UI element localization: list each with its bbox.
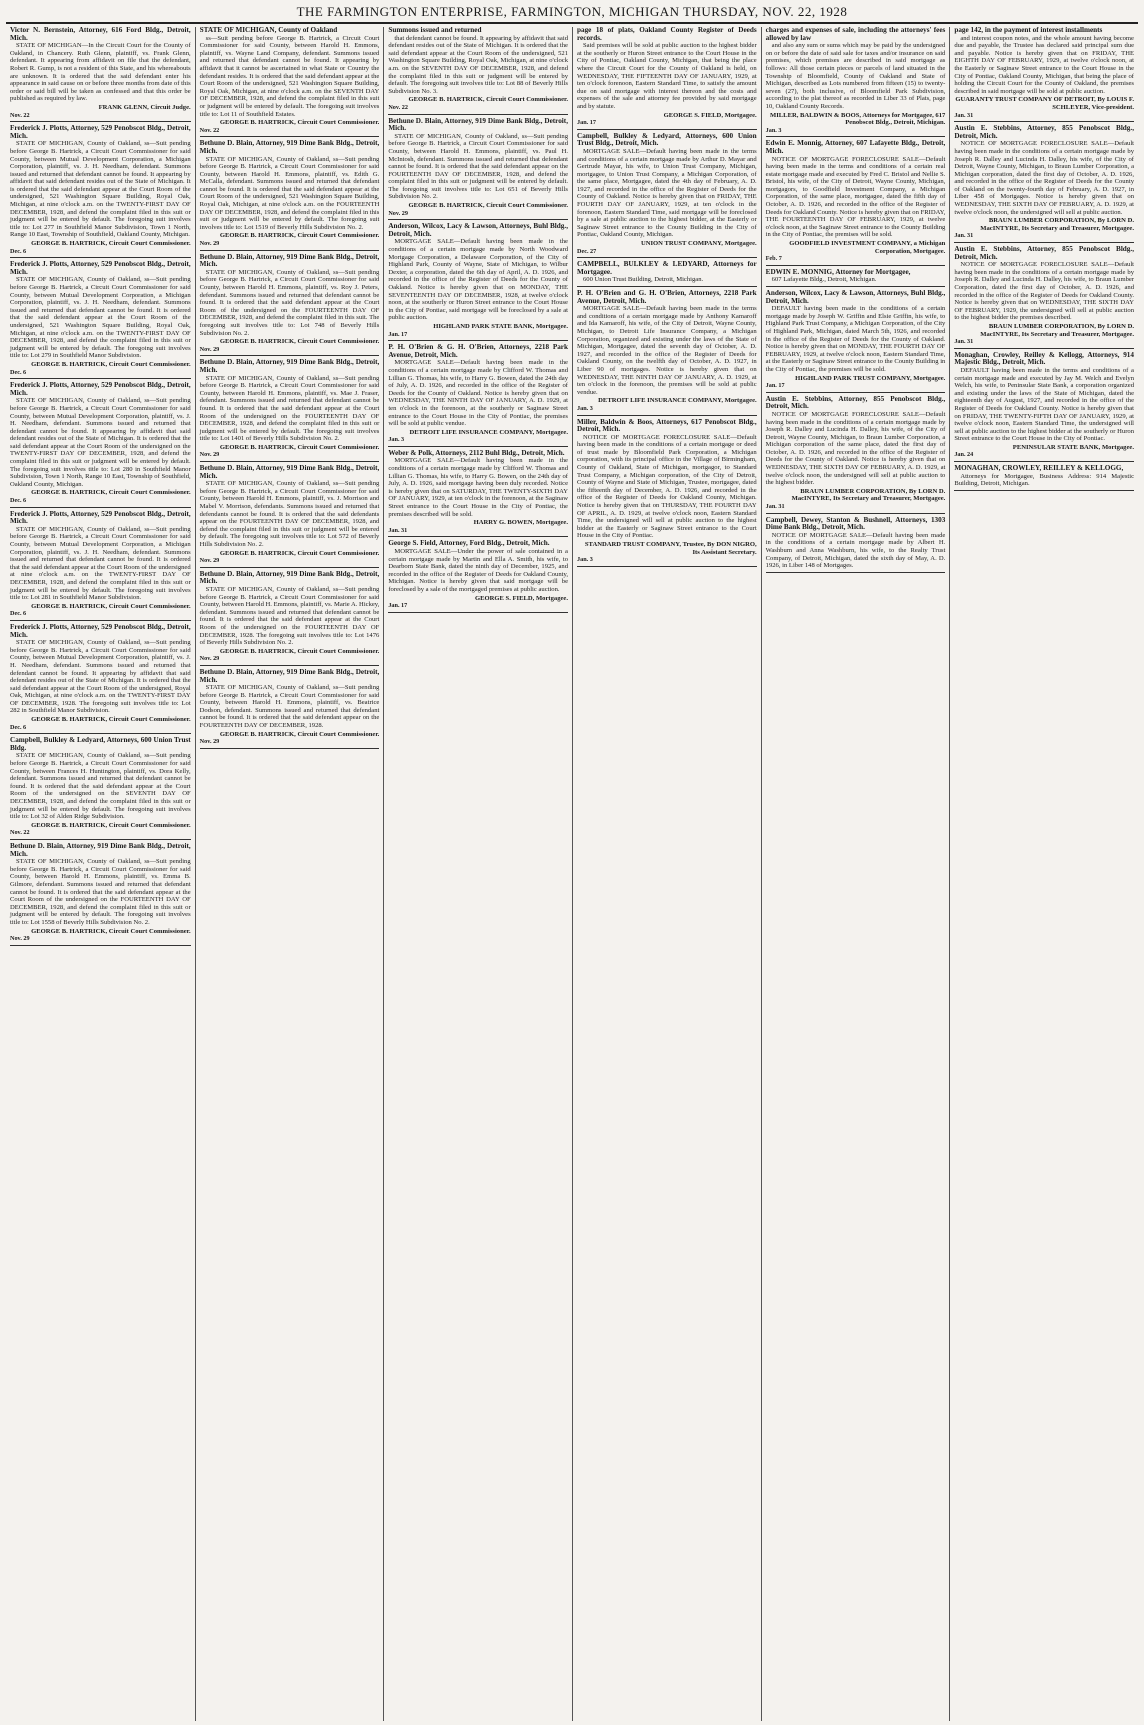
notice-divider — [766, 265, 946, 266]
notice-signature: GEORGE B. HARTRICK, Circuit Court Commissioner. — [31, 360, 191, 368]
notice-signature: GEORGE B. HARTRICK, Circuit Court Commissioner. — [219, 232, 380, 240]
notice-body: NOTICE OF MORTGAGE FORECLOSURE SALE—Default having been made in the terms and conditions of a certain real estate mortgage made and executed by Fred C. Bristol and Nellie S. Bristol, his wife, of the City of Detroit, Wayne County, Michigan, mortgagors, to Goodfield Investment Company, a Michigan Corporation, of the same place, mortgagee, dated the fifth day of October, A. D. 1926, and recorded in the office of the Register of Deeds for Oakland County. Notice is hereby given that on FRIDAY, THE FOURTEENTH DAY OF FEBRUARY, 1929, at twelve o'clock noon, at the Saginaw Street entrance to the County Building in the City of Pontiac, the premises will be sold. — [765, 155, 946, 239]
notice-divider — [200, 355, 380, 356]
notice-date: Nov. 29 — [10, 935, 30, 943]
notice-heading: Bethune D. Blain, Attorney, 919 Dime Bank Bldg., Detroit, Mich. — [199, 252, 380, 269]
notice-body: STATE OF MICHIGAN, County of Oakland, ss—Suit pending before George B. Hartrick, a Circuit Court Commissioner for said County, between Harold H. Emmons, plaintiff, vs. Marie A. Hickey, defendant. Summons issued and returned that defendant cannot be found. It is ordered that the said defendant appear at the Court Room of the undersigned on the FOURTEENTH DAY OF DECEMBER, 1928. The foregoing suit involves title to: Lot 1476 of Beverly Hills Subdivision No. 2. — [199, 585, 380, 647]
notice-date: Jan. 31 — [388, 526, 408, 534]
notice-signature: BRAUN LUMBER CORPORATION, By LORN D. MacINTYRE, Its Secretary and Treasurer, Mortgagee. — [980, 322, 1134, 338]
masthead: THE FARMINGTON ENTERPRISE, FARMINGTON, MICHIGAN THURSDAY, NOV. 22, 1928 — [6, 4, 1138, 24]
notice-body: STATE OF MICHIGAN, County of Oakland, ss—Suit pending before George B. Hartrick, a Circuit Court Commissioner for said County, between Mutual Development Corporation, plaintiff, vs. J. H. Needham, defendant. Summons issued and returned that defendant cannot be found. It appearing by affidavit that said defendant resides out of the State of Michigan. It is ordered that the said defendant appear at the Court Room of the undersigned, Royal Oak, Michigan, at nine o'clock a.m. on the TWENTY-FIRST DAY OF DECEMBER, 1928. The foregoing suit involves title to: Lot 282 in Southfield Manor Subdivision. — [10, 639, 191, 715]
notice-body: and also any sum or sums which may be paid by the undersigned on or before the date of said sale for taxes and/or insurance on said premises, which premises are described in said mortgage as follows: All those certain pieces or parcels of land situated in the Township of Bloomfield, County of Oakland and State of Michigan, described as Lots numbered from fifteen (15) to twenty-seven (27), both inclusive, of Bloomfield Park Subdivision, according to the plat thereof as recorded in Liber 33 of Plats, page 10, Oakland County Records. — [765, 42, 946, 110]
notice-body: MORTGAGE SALE—Default having been made in the conditions of a certain mortgage made by Clifford W. Thomas and Lillian G. Thomas, his wife, to Harry G. Bowen, dated the 24th day of July, A. D. 1926, and recorded in the office of the Register of Deeds for the County of Oakland. Notice is hereby given that on WEDNESDAY, THE NINTH DAY OF JANUARY, A. D. 1929, at ten o'clock in the forenoon, at the southerly or Saginaw Street entrance to the Court House in the City of Pontiac, the premises will be sold at public vendue. — [388, 359, 568, 428]
notice-body: STATE OF MICHIGAN, County of Oakland, ss—Suit pending before George B. Hartrick, a Circuit Court Commissioner for said County, between Harold H. Emmons, plaintiff, vs. Edith G. McCalla, defendant. Summons issued and returned that defendant cannot be found. It is ordered that the said defendant appear at the Court Room of the undersigned, 521 Washington Square Building, Royal Oak, Michigan, at nine o'clock a.m. on the FOURTEENTH DAY OF DECEMBER, 1928, and defend the complaint filed in this suit or judgment will be entered by default. The foregoing suit involves title to: Lot 1519 of Beverly Hills Subdivision No. 2. — [199, 155, 380, 231]
legal-notice — [200, 669, 380, 746]
notice-date: Jan. 17 — [577, 119, 596, 127]
legal-notice — [10, 382, 191, 505]
notice-date: Jan. 17 — [388, 602, 408, 610]
legal-notice — [10, 843, 191, 943]
notice-body: STATE OF MICHIGAN, County of Oakland, ss—Suit pending before George B. Hartrick, a Circuit Court Commissioner for said County, between Harold H. Emmons, plaintiff, vs. Mae J. Fraser, defendant. Summons issued and returned that defendant cannot be found. It is ordered that the said defendant appear at the Court Room of the undersigned on the FOURTEENTH DAY OF DECEMBER, 1928, and defend the complaint filed in this suit or judgment will be entered by default. The foregoing suit involves title to: Lot 1401 of Beverly Hills Subdivision No. 2. — [199, 374, 380, 443]
legal-notice — [10, 261, 191, 376]
notice-body: NOTICE OF MORTGAGE SALE—Default having been made in the conditions of a certain mortgage made by Albert H. Washburn and Anna Washburn, his wife, to the Realty Trust Company, of Detroit, Michigan, dated the sixth day of May, A. D. 1926, in Liber 148 of Mortgages. — [765, 531, 946, 570]
notice-divider — [388, 536, 568, 537]
legal-notices-columns — [6, 27, 1138, 1721]
notice-date: Jan. 3 — [577, 404, 593, 412]
notice-divider — [10, 121, 191, 122]
notice-divider — [10, 945, 191, 946]
legal-notice — [388, 118, 568, 218]
notice-divider — [388, 340, 568, 341]
notice-heading: Bethune D. Blain, Attorney, 919 Dime Bank Bldg., Detroit, Mich. — [199, 464, 380, 480]
notice-body: STATE OF MICHIGAN, County of Oakland, ss—Suit pending before George B. Hartrick, a Circuit Court Commissioner for said County, between Harold H. Emmons, plaintiff, vs. J. Morrison and Mabel V. Morrison, defendants. Summons issued and returned that defendants cannot be found. It is ordered that the said defendants appear on the FOURTEENTH DAY OF DECEMBER, 1928, and defend the complaint filed in this suit or judgment will be entered by default. The foregoing suit involves title to: Lot 572 of Beverly Hills Subdivision No. 2. — [199, 480, 380, 548]
notice-signature: GEORGE B. HARTRICK, Circuit Court Commissioner. — [31, 716, 191, 724]
notice-date: Nov. 22 — [388, 103, 408, 111]
notice-date: Dec. 6 — [10, 368, 27, 376]
legal-notice — [200, 140, 380, 247]
notice-date: Feb. 7 — [765, 255, 782, 263]
notice-heading: page 18 of plats, Oakland County Register of Deeds records. — [577, 27, 757, 42]
notice-divider — [766, 513, 946, 514]
notice-heading: EDWIN E. MONNIG, Attorney for Mortgagee, — [765, 267, 911, 276]
notice-date: Nov. 29 — [199, 345, 220, 353]
notice-date: Nov. 22 — [10, 111, 30, 119]
notice-date: Jan. 31 — [954, 232, 974, 240]
notice-signature: GEORGE B. HARTRICK, Circuit Court Commissioner. — [219, 443, 380, 451]
notice-body: STATE OF MICHIGAN—In the Circuit Court for the County of Oakland, in Chancery. Ruth Glenn, plaintiff, vs. Frank Glenn, defendant. It appearing from affidavit on file that the defendant, Robert R. Gump, is not a resident of this State, and his whereabouts are unknown. It is ordered that the said defendant enter his appearance in said cause on or before three months from date of this order or said bill will be taken as confessed and that this order be published as required by law. — [10, 42, 191, 103]
legal-notice — [766, 140, 946, 263]
notice-heading: Campbell, Bulkley & Ledyard, Attorneys, 600 Union Trust Bldg., Detroit, Mich. — [577, 131, 757, 148]
notice-signature: BRAUN LUMBER CORPORATION, By LORN D. MacINTYRE, Its Secretary and Treasurer, Mortgagee. — [791, 487, 946, 503]
notice-divider — [954, 461, 1134, 462]
notice-body: STATE OF MICHIGAN, County of Oakland, ss—Suit pending before George B. Hartrick, a Circuit Court Commissioner for said County, between Harold H. Emmons, plaintiff, vs. Roy J. Peters, defendant. Summons issued and returned that defendant cannot be found. It is ordered that the said defendant appear at the Court Room of the undersigned on the FOURTEENTH DAY OF DECEMBER, 1928, and defend the complaint filed in this suit. The foregoing suit involves title to: Lot 748 of Beverly Hills Subdivision No. 2. — [199, 268, 380, 337]
notice-signature: MILLER, BALDWIN & BOOS, Attorneys for Mortgagee, 617 Penobscot Bldg., Detroit, Michigan. — [769, 111, 946, 127]
notice-heading: Bethune D. Blain, Attorney, 919 Dime Bank Bldg., Detroit, Mich. — [199, 358, 380, 374]
notice-divider — [388, 114, 568, 115]
legal-notice — [577, 290, 757, 413]
notice-divider — [577, 129, 757, 130]
notice-divider — [10, 620, 191, 621]
notice-signature: HIGHLAND PARK STATE BANK, Mortgagee. — [433, 322, 568, 330]
legal-notice — [10, 27, 191, 119]
column-4 — [572, 27, 761, 1721]
notice-body: Attorneys for Mortgagee, Business Address: 914 Majestic Building, Detroit, Michigan. — [954, 472, 1134, 488]
notice-signature: GOODFIELD INVESTMENT COMPANY, a Michigan Corporation, Mortgagee. — [789, 240, 946, 255]
notice-date: Jan. 31 — [765, 503, 785, 511]
notice-heading: Miller, Baldwin & Boos, Attorneys, 617 Penobscot Bldg., Detroit, Mich. — [577, 417, 757, 434]
notice-signature: GEORGE B. HARTRICK, Circuit Court Commissioner. — [408, 202, 568, 210]
legal-notice — [388, 344, 568, 444]
notice-body: MORTGAGE SALE—Default having been made in the conditions of a certain mortgage made by North Woodward Mortgage Corporation, a Delaware Corporation, of the City of Highland Park, County of Wayne, State of Michigan, to Wilbur Dexter, a corporation, dated the 6th day of April, A. D. 1926, and recorded in the office of the Register of Deeds for the County of Oakland. Notice is hereby given that on MONDAY, THE SEVENTEENTH DAY OF DECEMBER, 1928, at twelve o'clock noon, at the southerly or Huron Street entrance to the Court House in the City of Pontiac, said mortgage will be foreclosed by a sale at public auction. — [388, 238, 568, 322]
legal-notice — [766, 27, 946, 134]
legal-notice — [10, 737, 191, 837]
notice-signature: GEORGE B. HARTRICK, Circuit Court Commissioner. — [31, 240, 191, 248]
notice-signature: FRANK GLENN, Circuit Judge. — [98, 103, 191, 111]
legal-notice — [10, 624, 191, 731]
notice-body: Said premises will be sold at public auction to the highest bidder at the southerly or Huron Street entrance to the Court House in the City of Pontiac, Oakland County, Michigan, that being the place where the Circuit Court for the County of Oakland is held, on WEDNESDAY, THE FIFTEENTH DAY OF JANUARY, 1929, at ten o'clock forenoon, Eastern Standard Time, to satisfy the amount due on said mortgage with interest thereon and the costs and expenses of the sale and attorney fee provided by said mortgage and by statute. — [577, 42, 757, 110]
column-6 — [949, 27, 1138, 1721]
legal-notice — [766, 290, 946, 390]
notice-date: Dec. 6 — [10, 247, 27, 255]
notice-signature: BRAUN LUMBER CORPORATION, By LORN D. MacINTYRE, Its Secretary and Treasurer, Mortgagee. — [980, 217, 1134, 232]
legal-notice — [200, 571, 380, 663]
legal-notice — [766, 396, 946, 511]
legal-notice — [200, 465, 380, 565]
notice-heading: Summons issued and returned — [388, 27, 482, 34]
notice-divider — [10, 733, 191, 734]
notice-signature: GEORGE B. HARTRICK, Circuit Court Commissioner. — [219, 647, 380, 655]
notice-divider — [200, 567, 380, 568]
notice-heading: Austin E. Stebbins, Attorney, 855 Penobscot Bldg., Detroit, Mich. — [954, 124, 1134, 140]
notice-signature: GEORGE B. HARTRICK, Circuit Court Commissioner. — [219, 119, 380, 127]
notice-divider — [200, 665, 380, 666]
notice-date: Jan. 17 — [388, 330, 408, 338]
notice-heading: Bethune D. Blain, Attorney, 919 Dime Bank Bldg., Detroit, Mich. — [199, 139, 380, 155]
notice-heading: Bethune D. Blain, Attorney, 919 Dime Bank Bldg., Detroit, Mich. — [199, 667, 380, 684]
notice-date: Dec. 27 — [577, 247, 597, 255]
legal-notice — [388, 223, 568, 338]
legal-notice — [954, 125, 1134, 240]
notice-body: NOTICE OF MORTGAGE FORECLOSURE SALE—Default having been made in the conditions of a certain mortgage or deed of trust made by Bloomfield Park Corporation, a Michigan corporation, with its principal office in the Village of Birmingham, County of Oakland, State of Michigan, mortgagor, to Standard Trust Company, a Michigan corporation, of the City of Detroit, County of Wayne and State of Michigan, Trustee, mortgagee, dated the fifteenth day of December, A. D. 1926, and recorded in the office of the Register of Deeds for Oakland County, Michigan. Notice is hereby given that on THURSDAY, THE FOURTH DAY OF APRIL, A. D. 1929, at twelve o'clock noon, Eastern Standard Time, the undersigned will sell at public auction to the highest bidder at the Easterly or Saginaw Street entrance to the Court House in the City of Pontiac. — [577, 433, 757, 540]
legal-notice — [954, 352, 1134, 459]
notice-body: NOTICE OF MORTGAGE FORECLOSURE SALE—Default having been made in the conditions of a certain mortgage made by Joseph R. Dalley and Lucinda H. Dalley, his wife, to Braun Lumber Corporation, dated the first day of October, A. D. 1926, and recorded in the office of the Register of Deeds for Oakland County. Notice is hereby given that on WEDNESDAY, THE SIXTH DAY OF FEBRUARY, 1929, the undersigned will sell at public auction to the highest bidder the premises described. — [954, 261, 1134, 322]
notice-body: MORTGAGE SALE—Default having been made in the terms and conditions of a certain mortgage made by Arthur D. Mayar and Gertrude Mayar, his wife, to Union Trust Company, Michigan, mortgagee, to Union Trust Company, a Michigan Corporation, of the same place, Mortgagee, dated the 4th day of February, A. D. 1927, and recorded in the office of the Register of Deeds for the County of Oakland. Notice is hereby given that on FRIDAY, THE FOURTH DAY OF JANUARY, 1929, at ten o'clock in the forenoon, Eastern Standard Time, said mortgage will be foreclosed by a sale at public auction to the highest bidder, at the Easterly or Saginaw Street entrance to the County Building in the City of Pontiac, Oakland County, Michigan. — [577, 147, 757, 239]
notice-signature: STANDARD TRUST COMPANY, Trustee, By DON NIGRO, Its Assistant Secretary. — [584, 541, 757, 556]
notice-heading: George S. Field, Attorney, Ford Bldg., Detroit, Mich. — [388, 539, 550, 548]
legal-notice — [577, 261, 757, 284]
legal-notice — [954, 246, 1134, 346]
notice-date: Nov. 29 — [199, 655, 220, 663]
notice-divider — [766, 392, 946, 393]
notice-heading: STATE OF MICHIGAN, County of Oakland — [199, 27, 338, 34]
notice-heading: Edwin E. Monnig, Attorney, 607 Lafayette Bldg., Detroit, Mich. — [765, 139, 946, 155]
notice-date: Nov. 29 — [199, 738, 220, 746]
legal-notice — [200, 359, 380, 459]
notice-signature: GEORGE B. HARTRICK, Circuit Court Commissioner. — [219, 730, 380, 738]
notice-heading: page 142, in the payment of interest installments — [954, 27, 1103, 34]
notice-heading: Frederick J. Plotts, Attorney, 529 Penobscot Bldg., Detroit, Mich. — [10, 622, 191, 639]
legal-notice — [577, 27, 757, 127]
column-5 — [761, 27, 950, 1721]
notice-heading: Anderson, Wilcox, Lacy & Lawson, Attorneys, Buhl Bldg., Detroit, Mich. — [388, 222, 568, 238]
notice-body: 600 Union Trust Building, Detroit, Michigan. — [583, 276, 704, 284]
notice-divider — [388, 219, 568, 220]
notice-date: Jan. 24 — [954, 451, 974, 459]
notice-divider — [577, 415, 757, 416]
notice-date: Jan. 31 — [954, 338, 974, 346]
notice-body: NOTICE OF MORTGAGE FORECLOSURE SALE—Default having been made in the conditions of a certain mortgage made by Joseph R. Dalley and Lucinda H. Dalley, his wife, of the City of Detroit, Wayne County, Michigan, to Braun Lumber Corporation, a Michigan corporation of the same place, dated the first day of October, A. D. 1926, and recorded in the office of the Register of Deeds for the County of Oakland. Notice is hereby given that on WEDNESDAY, THE SIXTH DAY OF FEBRUARY, A. D. 1929, at twelve o'clock noon, the undersigned will sell at public auction to the highest bidder. — [765, 410, 946, 487]
notice-signature: GEORGE B. HARTRICK, Circuit Court Commissioner. — [219, 549, 380, 557]
notice-date: Nov. 22 — [10, 829, 30, 837]
notice-signature: HARRY G. BOWEN, Mortgagee. — [473, 519, 568, 527]
notice-divider — [954, 490, 1134, 491]
notice-body: MORTGAGE SALE—Under the power of sale contained in a certain mortgage made by Martin and Ella A. Smith, his wife, to Dearborn State Bank, dated the ninth day of December, 1925, and recorded in the office of the Register of Deeds for Oakland County, Michigan. Notice is hereby given that said mortgage will be foreclosed by a sale of the mortgaged premises at public auction. — [388, 548, 568, 593]
notice-date: Nov. 29 — [199, 240, 220, 248]
notice-divider — [577, 257, 757, 258]
notice-heading: charges and expenses of sale, including the attorneys' fees allowed by law — [765, 27, 946, 42]
notice-body: STATE OF MICHIGAN, County of Oakland, ss—Suit pending before George B. Hartrick, a Circuit Court Commissioner for said County, between Harold H. Emmons, plaintiff, vs. Beatrice Dodson, defendant. Summons issued and returned that defendant cannot be found. It is ordered that the said defendant appear on the FOURTEENTH DAY OF DECEMBER, 1928. — [199, 684, 380, 730]
notice-body: STATE OF MICHIGAN, County of Oakland, ss—Suit pending before George B. Hartrick, a Circuit Court Commissioner for said County, between Frances H. Huntington, plaintiff, vs. Dora Kelly, defendant. Summons issued and returned that defendant cannot be found. It is ordered that the said defendant appear at the Court Room of the undersigned on the SEVENTH DAY OF DECEMBER, 1928, and defend the complaint filed in this suit or judgment will be entered by default. The foregoing suit involves title to: Lot 32 of Alden Ridge Subdivision. — [10, 752, 191, 821]
legal-notice — [954, 465, 1134, 488]
notice-divider — [200, 250, 380, 251]
notice-date: Jan. 31 — [954, 111, 974, 119]
notice-signature: GEORGE B. HARTRICK, Circuit Court Commissioner. — [31, 602, 191, 610]
notice-body: STATE OF MICHIGAN, County of Oakland, ss—Suit pending before George B. Hartrick, a Circuit Court Commissioner for said County, between Mutual Development Corporation, plaintiff, vs. J. H. Needham, defendant. Summons issued and returned that defendant cannot be found. It appearing by affidavit that said defendant resides out of the State of Michigan. It is ordered that the said defendant appear at the Court Room of the undersigned on the TWENTY-FIRST DAY OF DECEMBER, 1928, and defend the complaint filed in this suit or judgment will be entered by default. The foregoing suit involves title to: Lot 280 in Southfield Manor Subdivision, Town 1 North, Range 10 East, Township of Southfield, Oakland County, Michigan. — [10, 397, 191, 488]
notice-date: Nov. 29 — [199, 557, 220, 565]
notice-signature: HIGHLAND PARK TRUST COMPANY, Mortgagee. — [795, 374, 946, 382]
notice-heading: Frederick J. Plotts, Attorney, 529 Penobscot Bldg., Detroit, Mich. — [10, 509, 191, 526]
notice-date: Nov. 29 — [388, 209, 408, 217]
legal-notice — [577, 419, 757, 564]
notice-heading: Bethune D. Blain, Attorney, 919 Dime Bank Bldg., Detroit, Mich. — [199, 569, 380, 586]
legal-notice — [388, 27, 568, 112]
notice-body: STATE OF MICHIGAN, County of Oakland, ss—Suit pending before George B. Hartrick, a Circuit Court Commissioner for said County, between Mutual Development Corporation, a Michigan Corporation, plaintiff, vs. J. H. Needham, defendant. Summons issued and returned that defendant cannot be found. It is ordered that the said defendant appear at the Court Room of the undersigned, 521 Washington Square Building, Royal Oak, Michigan, at nine o'clock a.m. on the TWENTY-FIRST DAY OF DECEMBER, 1928, and defend the complaint filed in this suit or judgment will be entered by default. The foregoing suit involves title to: Lot 279 in Southfield Manor Subdivision. — [10, 276, 191, 360]
notice-date: Jan. 17 — [765, 382, 785, 390]
notice-heading: Frederick J. Plotts, Attorney, 529 Penobscot Bldg., Detroit, Mich. — [10, 381, 191, 397]
notice-heading: Austin E. Stebbins, Attorney, 855 Penobscot Bldg., Detroit, Mich. — [765, 394, 946, 411]
notice-heading: P. H. O'Brien and G. H. O'Brien, Attorneys, 2218 Park Avenue, Detroit, Mich. — [577, 289, 757, 305]
legal-notice — [10, 511, 191, 618]
notice-date: Jan. 3 — [388, 436, 405, 444]
legal-notice — [577, 133, 757, 256]
notice-body: MORTGAGE SALE—Default having been made in the conditions of a certain mortgage made by Clifford W. Thomas and Lillian G. Thomas, his wife, to Harry G. Bowen, on the 24th day of July, A. D. 1926, said mortgage having been duly recorded. Notice is hereby given that on SATURDAY, THE TWENTY-SIXTH DAY OF JANUARY, 1929, at ten o'clock in the forenoon, at the Saginaw Street entrance to the Court House in the City of Pontiac, the premises described will be sold. — [388, 457, 568, 518]
notice-divider — [10, 839, 191, 840]
notice-body: ss—Suit pending before George B. Hartrick, a Circuit Court Commissioner for said County, between Harold H. Emmons, plaintiff, vs. Wayne Land Company, defendant. Summons issued and returned that defendant cannot be found. It appearing by affidavit that it cannot be ascertained in what State or Country the defendant resides. It is ordered that the said defendant appear at the Court Room of the undersigned, 521 Washington Square Building, Royal Oak, Michigan, at nine o'clock a.m. on the SEVENTH DAY OF DECEMBER, 1928, and defend the complaint filed in this suit or judgment will be entered by default. The foregoing suit involves title to: Lot 11 of Southfield Estates. — [199, 34, 380, 118]
notice-divider — [577, 286, 757, 287]
notice-signature: PENINSULAR STATE BANK, Mortgagee. — [1012, 443, 1134, 451]
legal-notice — [10, 125, 191, 255]
notice-divider — [766, 136, 946, 137]
notice-heading: P. H. O'Brien & G. H. O'Brien, Attorneys, 2218 Park Avenue, Detroit, Mich. — [388, 343, 568, 359]
notice-divider — [577, 566, 757, 567]
notice-body: MORTGAGE SALE—Default having been made in the terms and conditions of a certain mortgage made by Anthony Kamaroff and Ida Kamaroff, his wife, of the City of Detroit, Wayne County, Michigan, to Detroit Life Insurance Company, a Michigan Corporation, organized and existing under the laws of the State of Michigan, Mortgagee, dated the seventh day of October, A. D. 1927, and recorded in the office of the Register of Deeds for Oakland County, on the twelfth day of October, A. D. 1927, in Liber 90 of mortgages. Notice is hereby given that on WEDNESDAY, THE NINTH DAY OF JANUARY, A. D. 1929, at ten o'clock in the forenoon, the premises will be sold at public vendue. — [577, 305, 757, 396]
notice-heading: Austin E. Stebbins, Attorney, 855 Penobscot Bldg., Detroit, Mich. — [954, 245, 1134, 261]
column-1 — [6, 27, 195, 1721]
notice-date: Nov. 22 — [199, 126, 220, 134]
notice-date: Dec. 6 — [10, 610, 27, 618]
notice-body: 607 Lafayette Bldg., Detroit, Michigan. — [771, 276, 877, 284]
column-3 — [383, 27, 572, 1721]
notice-heading: MONAGHAN, CROWLEY, REILLEY & KELLOGG, — [954, 464, 1124, 473]
notice-signature: GEORGE B. HARTRICK, Circuit Court Commissioner. — [31, 927, 191, 935]
notice-date: Jan. 3 — [577, 556, 593, 564]
notice-signature: GEORGE S. FIELD, Mortgagee. — [663, 111, 757, 119]
notice-divider — [388, 612, 568, 613]
notice-heading: Campbell, Dewey, Stanton & Bushnell, Attorneys, 1303 Dime Bank Bldg., Detroit, Mich. — [765, 515, 946, 532]
notice-body: STATE OF MICHIGAN, County of Oakland, ss—Suit pending before George B. Hartrick, a Circuit Court Commissioner for said County, between Harold H. Emmons, plaintiff, vs. Emma B. Gilmore, defendant. Summons issued and returned that defendant cannot be found. It is ordered that the said defendant appear at the Court Room of the undersigned on the FOURTEENTH DAY OF DECEMBER, 1928, and defend the complaint filed in this suit or judgment will be entered by default. The foregoing suit involves title to: Lot 1558 of Beverly Hills Subdivision No. 2. — [10, 858, 191, 926]
notice-body: DEFAULT having been made in the conditions of a certain mortgage made by Joseph W. Griffin and Elsie Griffin, his wife, to Highland Park Trust Company, a Michigan Corporation, of the City of Highland Park, Michigan, dated March 5th, 1926, and recorded in the office of the Register of Deeds for the County of Oakland. Notice is hereby given that on MONDAY, THE FOURTH DAY OF FEBRUARY, 1929, at twelve o'clock noon, Eastern Standard Time, at the Easterly or Saginaw Street entrance to the County Building in the City of Pontiac, the premises will be sold. — [765, 305, 946, 373]
notice-signature: DETROIT LIFE INSURANCE COMPANY, Mortgagee. — [409, 428, 568, 436]
notice-divider — [10, 257, 191, 258]
notice-divider — [10, 378, 191, 379]
column-2 — [195, 27, 384, 1721]
notice-date: Dec. 6 — [10, 497, 27, 505]
notice-body: and interest coupon notes, and the whole amount having become due and payable, the Trustee has declared said principal sum due and payable. Notice is hereby given that on FRIDAY, THE EIGHTH DAY OF FEBRUARY, 1929, at twelve o'clock noon, at the Easterly or Saginaw Street entrance to the Court House in the City of Pontiac, Oakland County, Michigan, that being the place of holding the Circuit Court for the County of Oakland, the premises described in said mortgage will be sold at public auction. — [954, 34, 1134, 95]
legal-notice — [954, 27, 1134, 119]
notice-date: Dec. 6 — [10, 723, 27, 731]
notice-divider — [200, 136, 380, 137]
legal-notice — [388, 540, 568, 609]
notice-body: NOTICE OF MORTGAGE FORECLOSURE SALE—Default having been made in the conditions of a certain mortgage made by Joseph R. Dalley and Lucinda H. Dalley, his wife, of the City of Detroit, Wayne County, Michigan, to Braun Lumber Corporation, a Michigan corporation, dated the first day of October, A. D. 1926, and recorded in the office of the Register of Deeds for the County of Oakland on the twenty-fourth day of February, A. D. 1927, in Liber 458 of Mortgages. Notice is hereby given that on WEDNESDAY, THE SIXTH DAY OF FEBRUARY, A. D. 1929, at twelve o'clock noon, the undersigned will sell at public auction. — [954, 140, 1134, 216]
legal-notice — [200, 27, 380, 134]
notice-signature: UNION TRUST COMPANY, Mortgagee. — [640, 240, 757, 248]
notice-signature: DETROIT LIFE INSURANCE COMPANY, Mortgagee. — [598, 397, 757, 405]
notice-heading: Victor N. Bernstein, Attorney, 616 Ford Bldg., Detroit, Mich. — [10, 27, 191, 42]
notice-body: STATE OF MICHIGAN, County of Oakland, ss—Suit pending before George B. Hartrick, a Circuit Court Commissioner for said County, between Mutual Development Corporation, a Michigan Corporation, plaintiff, vs. J. H. Needham, defendant. Summons issued and returned that defendant cannot be found. It appearing by affidavit that said defendant resides out of the State of Michigan. It is ordered that the said defendant appear at the Court Room of the undersigned, 521 Washington Square Building, Royal Oak, Michigan, at nine o'clock a.m. on the TWENTY-FIRST DAY OF DECEMBER, 1928, and defend the complaint filed in this suit or judgment will be entered by default. The foregoing suit involves title to: Lot 277 in Southfield Manor Subdivision, Town 1 North, Range 10 East, Township of Southfield, Oakland County, Michigan. — [10, 140, 191, 239]
notice-divider — [10, 507, 191, 508]
notice-signature: GEORGE B. HARTRICK, Circuit Court Commissioner. — [408, 96, 568, 104]
notice-body: STATE OF MICHIGAN, County of Oakland, ss—Suit pending before George B. Hartrick, a Circuit Court Commissioner for said County, between Harold H. Emmons, plaintiff, vs. Paul H. McIntosh, defendant. Summons issued and returned that defendant cannot be found. It is ordered that the said defendant appear on the FOURTEENTH DAY OF DECEMBER, 1928, and defend the complaint filed in this suit or judgment will be entered by default. The foregoing suit involves title to: Lot 651 of Beverly Hills Subdivision No. 2. — [388, 132, 568, 201]
notice-heading: Weber & Polk, Attorneys, 2112 Buhl Bldg., Detroit, Mich. — [388, 448, 565, 457]
notice-heading: Anderson, Wilcox, Lacy & Lawson, Attorneys, Buhl Bldg., Detroit, Mich. — [765, 289, 946, 305]
notice-body: STATE OF MICHIGAN, County of Oakland, ss—Suit pending before George B. Hartrick, a Circuit Court Commissioner for said County, between Mutual Development Corporation, a Michigan Corporation, plaintiff, vs. J. H. Needham, defendant. Summons issued and returned that defendant cannot be found. It is ordered that the said defendant appear at the Court Room of the undersigned at nine o'clock a.m. on the TWENTY-FIRST DAY OF DECEMBER, 1928, and defend the complaint filed in this suit or judgment will be entered by default. The foregoing suit involves title to: Lot 281 in Southfield Manor Subdivision. — [10, 525, 191, 602]
notice-signature: GEORGE B. HARTRICK, Circuit Court Commissioner. — [31, 821, 191, 829]
notice-heading: Bethune D. Blain, Attorney, 919 Dime Bank Bldg., Detroit, Mich. — [388, 116, 568, 133]
notice-signature: GEORGE B. HARTRICK, Circuit Court Commissioner. — [219, 338, 380, 346]
notice-heading: Monaghan, Crowley, Reilley & Kellogg, Attorneys, 914 Majestic Bldg., Detroit, Mich. — [954, 350, 1134, 367]
notice-body: DEFAULT having been made in the terms and conditions of a certain mortgage made and executed by Jay M. Welch and Evelyn Welch, his wife, to Peninsular State Bank, a corporation organized and existing under the laws of the State of Michigan, dated the eighteenth day of August, 1927, and recorded in the office of the Register of Deeds for Oakland County. Notice is hereby given that on FRIDAY, THE TWENTY-FIFTH DAY OF JANUARY, 1929, at twelve o'clock noon, Eastern Standard Time, the undersigned will sell at public auction to the highest bidder at the southerly or Huron Street entrance to the Court House in the City of Pontiac. — [954, 366, 1134, 443]
notice-heading: Frederick J. Plotts, Attorney, 529 Penobscot Bldg., Detroit, Mich. — [10, 260, 191, 276]
notice-divider — [954, 242, 1134, 243]
notice-divider — [766, 286, 946, 287]
notice-signature: GUARANTY TRUST COMPANY OF DETROIT, By LOUIS F. SCHLEYER, Vice-president. — [955, 96, 1134, 111]
notice-date: Jan. 3 — [765, 126, 782, 134]
notice-heading: CAMPBELL, BULKLEY & LEDYARD, Attorneys for Mortgagee. — [577, 260, 757, 276]
notice-divider — [388, 446, 568, 447]
legal-notice — [766, 269, 946, 284]
notice-divider — [200, 461, 380, 462]
notice-signature: GEORGE B. HARTRICK, Circuit Court Commissioner. — [31, 489, 191, 497]
notice-signature: GEORGE S. FIELD, Mortgagee. — [474, 594, 568, 602]
legal-notice — [766, 517, 946, 570]
notice-body: that defendant cannot be found. It appearing by affidavit that said defendant resides out of the State of Michigan. It is ordered that the said defendant appear at the Court Room of the undersigned, 521 Washington Square Building, Royal Oak, Michigan, at nine o'clock a.m. on the SEVENTH DAY OF DECEMBER, 1928, and defend the complaint filed in this suit or judgment will be entered by default. The foregoing suit involves title to: Lot 88 of Beverly Hills Subdivision No. 3. — [388, 34, 568, 95]
notice-divider — [766, 572, 946, 573]
notice-divider — [200, 748, 380, 749]
notice-heading: Bethune D. Blain, Attorney, 919 Dime Bank Bldg., Detroit, Mich. — [10, 841, 191, 858]
notice-heading: Frederick J. Plotts, Attorney, 529 Penobscot Bldg., Detroit, Mich. — [10, 124, 191, 140]
legal-notice — [200, 254, 380, 354]
notice-heading: Campbell, Bulkley & Ledyard, Attorneys, 600 Union Trust Bldg. — [10, 736, 191, 752]
notice-divider — [954, 121, 1134, 122]
legal-notice — [388, 450, 568, 535]
notice-date: Nov. 29 — [199, 451, 220, 459]
notice-divider — [954, 348, 1134, 349]
